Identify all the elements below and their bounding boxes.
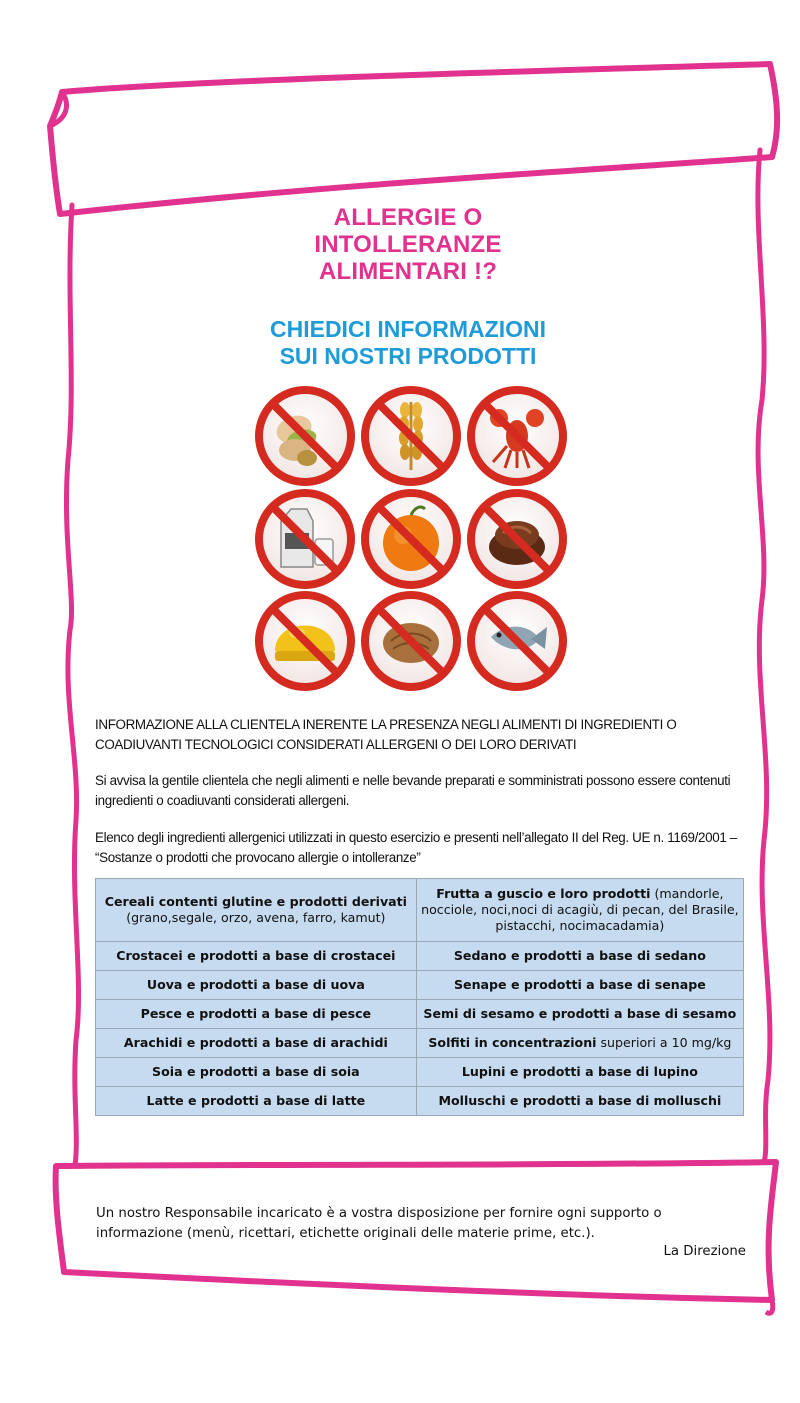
table-cell-left: [96, 971, 417, 1000]
table-row: [96, 1029, 744, 1058]
intro-notice: Si avvisa la gentile clientela che negli alimenti e nelle bevande preparati e somministrati possono essere contenuti ingredienti o coadiuvanti considerati allergeni.: [95, 773, 731, 808]
allergen-detail: superiori a 10 mg/kg: [600, 1035, 732, 1050]
allergen-name: Sedano e prodotti a base di sedano: [453, 948, 706, 963]
no-fish-icon: [471, 595, 563, 687]
no-lobster-icon: [471, 390, 563, 482]
scroll-right-edge: [758, 150, 770, 1170]
allergen-name: Cereali contenti glutine e prodotti derivati: [104, 894, 407, 909]
no-pistachio-icon: [259, 390, 351, 482]
allergen-table: [95, 878, 744, 1116]
allergen-name: Crostacei e prodotti a base di crostacei: [116, 948, 396, 963]
top-roll-shape: [50, 64, 777, 214]
title-line: ALIMENTARI !?: [318, 258, 498, 285]
allergen-name: Molluschi e prodotti a base di molluschi: [438, 1093, 722, 1108]
allergen-name: Frutta a guscio e loro prodotti: [436, 886, 651, 901]
table-cell-left: [96, 1029, 417, 1058]
title-line: ALLERGIE O: [333, 204, 483, 231]
table-cell-left: [96, 1000, 417, 1029]
table-cell-left: [96, 942, 417, 971]
no-wheat-icon: [365, 390, 457, 482]
table-cell-right: [416, 1029, 743, 1058]
allergen-name: Uova e prodotti a base di uova: [146, 977, 365, 992]
table-cell-right: [416, 1058, 743, 1087]
table-cell-left: [96, 1087, 417, 1116]
allergen-detail: (mandorle, nocciole, noci,noci di acagiù, di pecan, del Brasile, pistacchi, nocimacadamia): [421, 886, 739, 933]
table-cell-right: [416, 1087, 743, 1116]
subtitle-line: SUI NOSTRI PRODOTTI: [279, 343, 537, 369]
table-row: [96, 1000, 744, 1029]
table-cell-right: [416, 879, 743, 942]
no-chocolate-icon: [471, 493, 563, 585]
table-cell-right: [416, 942, 743, 971]
intro-list-description: Elenco degli ingredienti allergenici utilizzati in questo esercizio e presenti nell’allegato II del Reg. UE n. 1169/2001 – “Sostanze o prodotti che provocano allergie o intolleranze”: [95, 830, 737, 865]
allergen-name: Latte e prodotti a base di latte: [146, 1093, 366, 1108]
page-subtitle: [0, 316, 800, 370]
allergen-name: Solfiti in concentrazioni: [428, 1035, 597, 1050]
table-cell-left: [96, 879, 417, 942]
allergen-name: Pesce e prodotti a base di pesce: [140, 1006, 372, 1021]
no-bun-icon: [259, 595, 351, 687]
no-orange-icon: [365, 493, 457, 585]
allergen-name: Semi di sesamo e prodotti a base di sesamo: [423, 1006, 737, 1021]
title-line: INTOLLERANZE: [314, 231, 502, 258]
table-cell-left: [96, 1058, 417, 1087]
table-cell-right: [416, 971, 743, 1000]
table-row: [96, 1087, 744, 1116]
table-row: [96, 971, 744, 1000]
allergen-name: Arachidi e prodotti a base di arachidi: [123, 1035, 388, 1050]
allergen-detail: (grano,segale, orzo, avena, farro, kamut): [126, 910, 386, 925]
no-milk-icon: [259, 493, 351, 585]
intro-heading: INFORMAZIONE ALLA CLIENTELA INERENTE LA PRESENZA NEGLI ALIMENTI DI INGREDIENTI O COADIUVANTI TECNOLOGICI CONSIDERATI ALLERGENI O DEI LORO DERIVATI: [95, 717, 677, 752]
footer-text: Un nostro Responsabile incaricato è a vostra disposizione per fornire ogni supporto o informazione (menù, ricettari, etichette originali delle materie prime, etc.).: [96, 1206, 662, 1241]
allergen-name: Senape e prodotti a base di senape: [453, 977, 706, 992]
table-cell-right: [416, 1000, 743, 1029]
table-row: [96, 942, 744, 971]
no-walnut-icon: [365, 595, 457, 687]
footer-signature: La Direzione: [663, 1244, 746, 1259]
allergen-icons-grid: [252, 383, 570, 693]
page-title: [0, 204, 800, 285]
allergen-name: Lupini e prodotti a base di lupino: [461, 1064, 698, 1079]
table-row: [96, 879, 744, 942]
allergen-name: Soia e prodotti a base di soia: [152, 1064, 360, 1079]
table-row: [96, 1058, 744, 1087]
subtitle-line: CHIEDICI INFORMAZIONI: [270, 316, 546, 342]
